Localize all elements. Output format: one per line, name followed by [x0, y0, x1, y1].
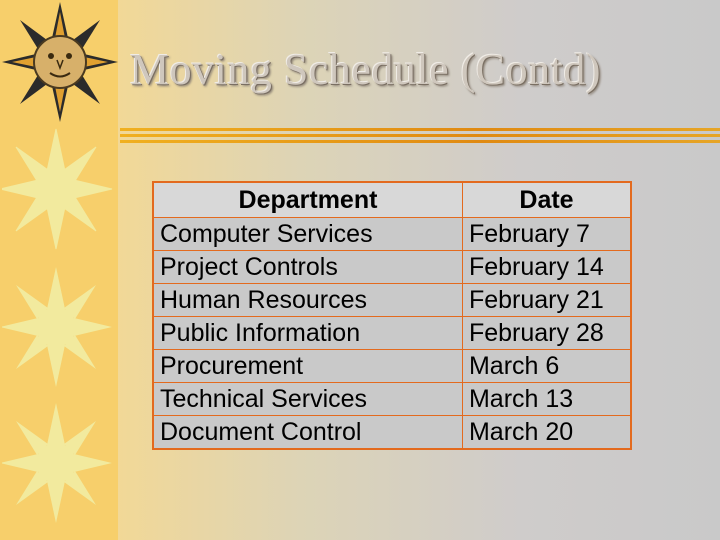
header-department: Department — [153, 182, 462, 218]
table-row — [153, 251, 631, 284]
department-cell: Document Control — [153, 416, 462, 450]
table-header-row — [153, 182, 631, 218]
header-date: Date — [462, 182, 631, 218]
table-row — [153, 317, 631, 350]
table-row — [153, 383, 631, 416]
table-row — [153, 284, 631, 317]
table-row — [153, 218, 631, 251]
department-cell: Project Controls — [153, 251, 462, 284]
date-cell: March 13 — [462, 383, 631, 416]
department-cell: Technical Services — [153, 383, 462, 416]
department-cell: Human Resources — [153, 284, 462, 317]
table-row — [153, 416, 631, 450]
sun-icon — [2, 124, 118, 254]
date-cell: February 21 — [462, 284, 631, 317]
date-cell: February 14 — [462, 251, 631, 284]
sun-face-icon — [2, 0, 118, 124]
date-cell: March 20 — [462, 416, 631, 450]
sun-icon — [2, 262, 118, 392]
department-cell: Procurement — [153, 350, 462, 383]
date-cell: February 7 — [462, 218, 631, 251]
title-underline — [120, 128, 720, 146]
moving-schedule-table — [152, 181, 632, 450]
sun-icon — [2, 398, 118, 528]
table-row — [153, 350, 631, 383]
date-cell: March 6 — [462, 350, 631, 383]
department-cell: Public Information — [153, 317, 462, 350]
slide-title: Moving Schedule (Contd) — [130, 45, 602, 94]
department-cell: Computer Services — [153, 218, 462, 251]
date-cell: February 28 — [462, 317, 631, 350]
